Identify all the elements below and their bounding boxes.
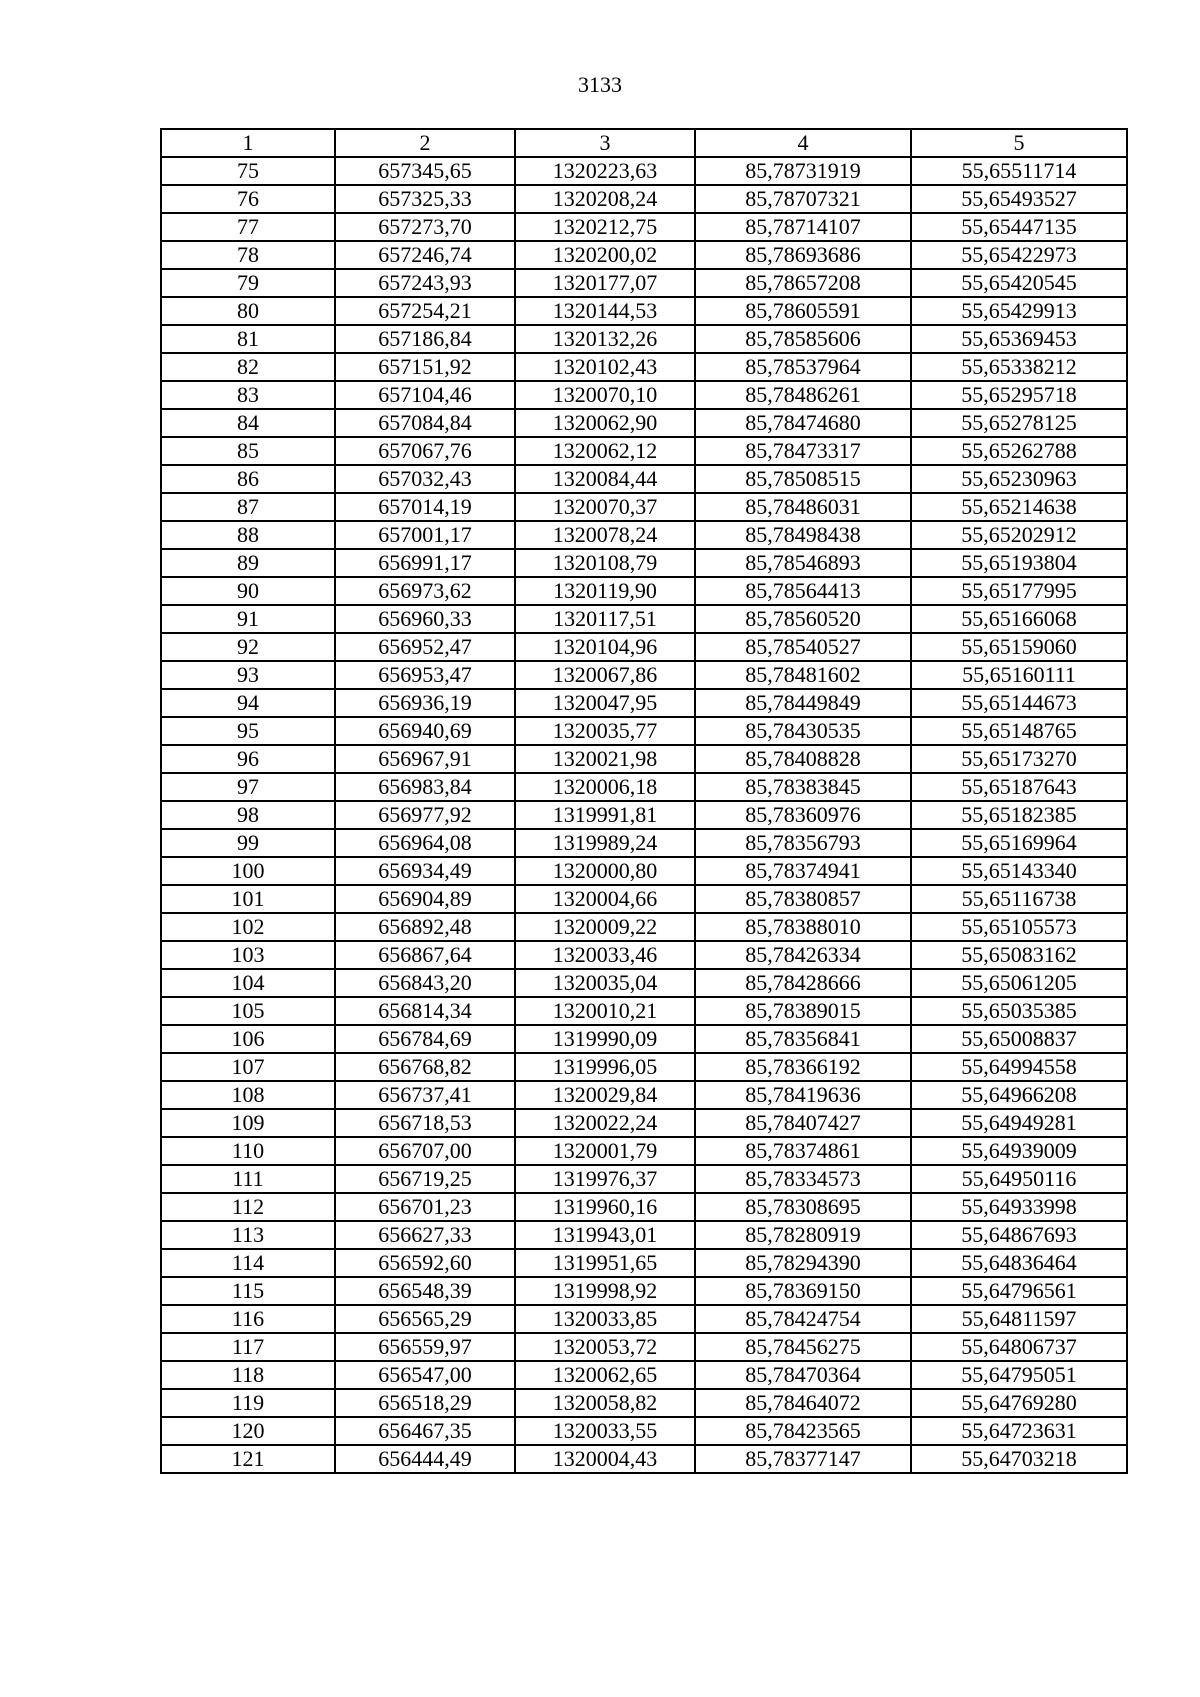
table-cell-col-3: 1320004,43 — [515, 1445, 695, 1473]
table-cell-col-5: 55,65278125 — [911, 409, 1127, 437]
table-cell-col-4: 85,78294390 — [695, 1249, 911, 1277]
table-cell-col-4: 85,78366192 — [695, 1053, 911, 1081]
table-row — [161, 1025, 1127, 1053]
table-row — [161, 157, 1127, 185]
table-row — [161, 605, 1127, 633]
table-cell-col-4: 85,78449849 — [695, 689, 911, 717]
table-cell-col-5: 55,65148765 — [911, 717, 1127, 745]
table-cell-col-4: 85,78693686 — [695, 241, 911, 269]
table-cell-col-2: 656444,49 — [335, 1445, 515, 1473]
table-cell-col-4: 85,78407427 — [695, 1109, 911, 1137]
table-row — [161, 1361, 1127, 1389]
table-cell-col-4: 85,78408828 — [695, 745, 911, 773]
table-row — [161, 1109, 1127, 1137]
table-row — [161, 997, 1127, 1025]
table-cell-col-1: 113 — [161, 1221, 335, 1249]
table-cell-col-4: 85,78474680 — [695, 409, 911, 437]
table-cell-col-3: 1319996,05 — [515, 1053, 695, 1081]
table-header — [161, 129, 1127, 157]
table-row — [161, 549, 1127, 577]
table-cell-col-4: 85,78537964 — [695, 353, 911, 381]
table-cell-col-5: 55,65061205 — [911, 969, 1127, 997]
table-row — [161, 325, 1127, 353]
table-cell-col-5: 55,64723631 — [911, 1417, 1127, 1445]
table-cell-col-4: 85,78388010 — [695, 913, 911, 941]
table-cell-col-5: 55,65143340 — [911, 857, 1127, 885]
table-cell-col-1: 90 — [161, 577, 335, 605]
table-cell-col-1: 115 — [161, 1277, 335, 1305]
table-cell-col-5: 55,65008837 — [911, 1025, 1127, 1053]
table-cell-col-1: 75 — [161, 157, 335, 185]
table-cell-col-5: 55,64966208 — [911, 1081, 1127, 1109]
table-cell-col-5: 55,64949281 — [911, 1109, 1127, 1137]
table-cell-col-4: 85,78470364 — [695, 1361, 911, 1389]
table-cell-col-2: 656991,17 — [335, 549, 515, 577]
table-cell-col-2: 656707,00 — [335, 1137, 515, 1165]
table-cell-col-3: 1320035,77 — [515, 717, 695, 745]
table-cell-col-2: 656960,33 — [335, 605, 515, 633]
table-cell-col-3: 1320062,12 — [515, 437, 695, 465]
table-cell-col-3: 1320117,51 — [515, 605, 695, 633]
table-cell-col-5: 55,65182385 — [911, 801, 1127, 829]
table-cell-col-1: 121 — [161, 1445, 335, 1473]
table-cell-col-1: 112 — [161, 1193, 335, 1221]
table-row — [161, 829, 1127, 857]
table-cell-col-2: 656843,20 — [335, 969, 515, 997]
column-header-1: 1 — [161, 129, 335, 157]
table-cell-col-5: 55,65202912 — [911, 521, 1127, 549]
table-row — [161, 689, 1127, 717]
table-cell-col-5: 55,65159060 — [911, 633, 1127, 661]
table-cell-col-3: 1320144,53 — [515, 297, 695, 325]
table-cell-col-2: 656983,84 — [335, 773, 515, 801]
table-cell-col-2: 657186,84 — [335, 325, 515, 353]
table-row — [161, 1081, 1127, 1109]
table-cell-col-3: 1320022,24 — [515, 1109, 695, 1137]
table-cell-col-2: 657243,93 — [335, 269, 515, 297]
table-cell-col-1: 120 — [161, 1417, 335, 1445]
table-cell-col-1: 107 — [161, 1053, 335, 1081]
table-cell-col-5: 55,65144673 — [911, 689, 1127, 717]
table-cell-col-2: 656719,25 — [335, 1165, 515, 1193]
table-cell-col-1: 100 — [161, 857, 335, 885]
table-cell-col-4: 85,78383845 — [695, 773, 911, 801]
column-header-4: 4 — [695, 129, 911, 157]
table-cell-col-5: 55,64795051 — [911, 1361, 1127, 1389]
table-row — [161, 773, 1127, 801]
table-row — [161, 409, 1127, 437]
table-cell-col-4: 85,78546893 — [695, 549, 911, 577]
table-cell-col-4: 85,78389015 — [695, 997, 911, 1025]
table-cell-col-1: 106 — [161, 1025, 335, 1053]
table-cell-col-1: 83 — [161, 381, 335, 409]
table-row — [161, 913, 1127, 941]
table-cell-col-5: 55,64811597 — [911, 1305, 1127, 1333]
table-cell-col-4: 85,78473317 — [695, 437, 911, 465]
table-cell-col-1: 118 — [161, 1361, 335, 1389]
table-row — [161, 941, 1127, 969]
table-cell-col-5: 55,64950116 — [911, 1165, 1127, 1193]
table-cell-col-3: 1320033,46 — [515, 941, 695, 969]
table-cell-col-4: 85,78540527 — [695, 633, 911, 661]
table-cell-col-1: 79 — [161, 269, 335, 297]
table-cell-col-3: 1320062,65 — [515, 1361, 695, 1389]
table-cell-col-2: 656565,29 — [335, 1305, 515, 1333]
table-cell-col-5: 55,64836464 — [911, 1249, 1127, 1277]
table-cell-col-4: 85,78560520 — [695, 605, 911, 633]
column-header-5: 5 — [911, 129, 1127, 157]
column-header-2: 2 — [335, 129, 515, 157]
table-cell-col-1: 98 — [161, 801, 335, 829]
table-cell-col-3: 1320010,21 — [515, 997, 695, 1025]
table-cell-col-2: 657104,46 — [335, 381, 515, 409]
table-cell-col-4: 85,78380857 — [695, 885, 911, 913]
table-cell-col-1: 94 — [161, 689, 335, 717]
table-row — [161, 1417, 1127, 1445]
table-cell-col-5: 55,65230963 — [911, 465, 1127, 493]
table-cell-col-4: 85,78481602 — [695, 661, 911, 689]
table-cell-col-1: 109 — [161, 1109, 335, 1137]
table-cell-col-1: 101 — [161, 885, 335, 913]
table-cell-col-2: 657032,43 — [335, 465, 515, 493]
table-cell-col-3: 1320004,66 — [515, 885, 695, 913]
page-number: 3133 — [578, 72, 622, 97]
table-cell-col-1: 104 — [161, 969, 335, 997]
header-row — [161, 129, 1127, 157]
table-cell-col-2: 657067,76 — [335, 437, 515, 465]
table-cell-col-3: 1320067,86 — [515, 661, 695, 689]
table-cell-col-2: 657246,74 — [335, 241, 515, 269]
table-cell-col-2: 656768,82 — [335, 1053, 515, 1081]
coordinates-table — [160, 128, 1128, 1474]
table-cell-col-5: 55,65105573 — [911, 913, 1127, 941]
table-cell-col-3: 1319943,01 — [515, 1221, 695, 1249]
table-cell-col-4: 85,78464072 — [695, 1389, 911, 1417]
table-cell-col-5: 55,65083162 — [911, 941, 1127, 969]
table-cell-col-3: 1319991,81 — [515, 801, 695, 829]
table-cell-col-1: 84 — [161, 409, 335, 437]
table-cell-col-3: 1320047,95 — [515, 689, 695, 717]
table-row — [161, 801, 1127, 829]
table-row — [161, 185, 1127, 213]
table-cell-col-2: 656548,39 — [335, 1277, 515, 1305]
table-cell-col-5: 55,65447135 — [911, 213, 1127, 241]
table-cell-col-1: 81 — [161, 325, 335, 353]
table-cell-col-3: 1320062,90 — [515, 409, 695, 437]
table-row — [161, 1221, 1127, 1249]
table-row — [161, 885, 1127, 913]
table-cell-col-4: 85,78374941 — [695, 857, 911, 885]
table-cell-col-3: 1320078,24 — [515, 521, 695, 549]
table-cell-col-1: 114 — [161, 1249, 335, 1277]
table-cell-col-5: 55,65035385 — [911, 997, 1127, 1025]
table-cell-col-3: 1320029,84 — [515, 1081, 695, 1109]
table-cell-col-2: 656973,62 — [335, 577, 515, 605]
table-cell-col-4: 85,78486031 — [695, 493, 911, 521]
table-row — [161, 969, 1127, 997]
table-cell-col-1: 108 — [161, 1081, 335, 1109]
table-row — [161, 1053, 1127, 1081]
table-row — [161, 1137, 1127, 1165]
table-cell-col-5: 55,65511714 — [911, 157, 1127, 185]
table-cell-col-3: 1319951,65 — [515, 1249, 695, 1277]
table-cell-col-2: 656952,47 — [335, 633, 515, 661]
table-cell-col-4: 85,78280919 — [695, 1221, 911, 1249]
table-cell-col-4: 85,78356841 — [695, 1025, 911, 1053]
table-row — [161, 269, 1127, 297]
table-cell-col-3: 1319976,37 — [515, 1165, 695, 1193]
table-cell-col-5: 55,65429913 — [911, 297, 1127, 325]
table-cell-col-4: 85,78308695 — [695, 1193, 911, 1221]
table-cell-col-4: 85,78374861 — [695, 1137, 911, 1165]
table-cell-col-1: 89 — [161, 549, 335, 577]
table-cell-col-2: 656892,48 — [335, 913, 515, 941]
table-cell-col-4: 85,78428666 — [695, 969, 911, 997]
table-cell-col-2: 656964,08 — [335, 829, 515, 857]
table-cell-col-5: 55,65493527 — [911, 185, 1127, 213]
table-cell-col-2: 657001,17 — [335, 521, 515, 549]
table-cell-col-2: 656814,34 — [335, 997, 515, 1025]
table-cell-col-3: 1319990,09 — [515, 1025, 695, 1053]
table-cell-col-5: 55,65369453 — [911, 325, 1127, 353]
table-cell-col-4: 85,78564413 — [695, 577, 911, 605]
table-cell-col-2: 656953,47 — [335, 661, 515, 689]
table-cell-col-1: 119 — [161, 1389, 335, 1417]
table-cell-col-1: 86 — [161, 465, 335, 493]
table-cell-col-4: 85,78508515 — [695, 465, 911, 493]
table-cell-col-5: 55,65173270 — [911, 745, 1127, 773]
table-cell-col-2: 656867,64 — [335, 941, 515, 969]
table-cell-col-1: 77 — [161, 213, 335, 241]
table-cell-col-1: 88 — [161, 521, 335, 549]
table-row — [161, 717, 1127, 745]
table-cell-col-5: 55,65187643 — [911, 773, 1127, 801]
table-cell-col-5: 55,65166068 — [911, 605, 1127, 633]
table-row — [161, 241, 1127, 269]
table-cell-col-4: 85,78498438 — [695, 521, 911, 549]
table-row — [161, 437, 1127, 465]
table-cell-col-1: 80 — [161, 297, 335, 325]
table-row — [161, 633, 1127, 661]
table-cell-col-3: 1320006,18 — [515, 773, 695, 801]
table-cell-col-3: 1319998,92 — [515, 1277, 695, 1305]
table-cell-col-1: 85 — [161, 437, 335, 465]
table-cell-col-3: 1320108,79 — [515, 549, 695, 577]
table-cell-col-3: 1320119,90 — [515, 577, 695, 605]
table-cell-col-1: 93 — [161, 661, 335, 689]
table-row — [161, 521, 1127, 549]
table-cell-col-5: 55,65214638 — [911, 493, 1127, 521]
table-row — [161, 661, 1127, 689]
table-cell-col-2: 656467,35 — [335, 1417, 515, 1445]
table-cell-col-5: 55,64867693 — [911, 1221, 1127, 1249]
table-cell-col-3: 1320223,63 — [515, 157, 695, 185]
table-cell-col-4: 85,78456275 — [695, 1333, 911, 1361]
table-cell-col-4: 85,78424754 — [695, 1305, 911, 1333]
table-cell-col-2: 656547,00 — [335, 1361, 515, 1389]
table-body — [161, 157, 1127, 1473]
table-cell-col-1: 110 — [161, 1137, 335, 1165]
table-cell-col-4: 85,78356793 — [695, 829, 911, 857]
table-cell-col-2: 657151,92 — [335, 353, 515, 381]
table-cell-col-4: 85,78585606 — [695, 325, 911, 353]
table-cell-col-5: 55,64939009 — [911, 1137, 1127, 1165]
table-cell-col-1: 97 — [161, 773, 335, 801]
table-cell-col-5: 55,65169964 — [911, 829, 1127, 857]
table-cell-col-2: 656737,41 — [335, 1081, 515, 1109]
table-cell-col-5: 55,65420545 — [911, 269, 1127, 297]
table-cell-col-2: 657014,19 — [335, 493, 515, 521]
table-cell-col-2: 656718,53 — [335, 1109, 515, 1137]
table-cell-col-2: 656904,89 — [335, 885, 515, 913]
table-cell-col-4: 85,78419636 — [695, 1081, 911, 1109]
table-cell-col-3: 1320177,07 — [515, 269, 695, 297]
table-cell-col-3: 1320084,44 — [515, 465, 695, 493]
table-cell-col-2: 656518,29 — [335, 1389, 515, 1417]
column-header-3: 3 — [515, 129, 695, 157]
table-cell-col-5: 55,65193804 — [911, 549, 1127, 577]
table-cell-col-3: 1320053,72 — [515, 1333, 695, 1361]
table-cell-col-1: 116 — [161, 1305, 335, 1333]
table-cell-col-2: 657345,65 — [335, 157, 515, 185]
table-cell-col-5: 55,65177995 — [911, 577, 1127, 605]
table-cell-col-4: 85,78707321 — [695, 185, 911, 213]
table-cell-col-3: 1320001,79 — [515, 1137, 695, 1165]
table-cell-col-3: 1320200,02 — [515, 241, 695, 269]
table-row — [161, 1333, 1127, 1361]
table-cell-col-1: 87 — [161, 493, 335, 521]
table-cell-col-2: 656977,92 — [335, 801, 515, 829]
table-cell-col-3: 1320009,22 — [515, 913, 695, 941]
table-row — [161, 1249, 1127, 1277]
table-cell-col-2: 656967,91 — [335, 745, 515, 773]
table-cell-col-2: 656592,60 — [335, 1249, 515, 1277]
table-cell-col-5: 55,65262788 — [911, 437, 1127, 465]
table-row — [161, 1193, 1127, 1221]
table-cell-col-2: 656936,19 — [335, 689, 515, 717]
table-cell-col-3: 1320212,75 — [515, 213, 695, 241]
table-cell-col-3: 1320033,85 — [515, 1305, 695, 1333]
table-row — [161, 465, 1127, 493]
table-cell-col-3: 1320070,10 — [515, 381, 695, 409]
table-cell-col-2: 656784,69 — [335, 1025, 515, 1053]
table-row — [161, 213, 1127, 241]
table-cell-col-5: 55,65338212 — [911, 353, 1127, 381]
table-cell-col-4: 85,78731919 — [695, 157, 911, 185]
table-cell-col-4: 85,78657208 — [695, 269, 911, 297]
table-cell-col-4: 85,78426334 — [695, 941, 911, 969]
table-cell-col-1: 117 — [161, 1333, 335, 1361]
table-row — [161, 1165, 1127, 1193]
table-cell-col-3: 1320021,98 — [515, 745, 695, 773]
table-cell-col-1: 102 — [161, 913, 335, 941]
table-cell-col-2: 656627,33 — [335, 1221, 515, 1249]
table-row — [161, 745, 1127, 773]
table-cell-col-4: 85,78605591 — [695, 297, 911, 325]
table-cell-col-1: 78 — [161, 241, 335, 269]
table-cell-col-5: 55,65295718 — [911, 381, 1127, 409]
table-cell-col-4: 85,78430535 — [695, 717, 911, 745]
table-cell-col-5: 55,65116738 — [911, 885, 1127, 913]
table-cell-col-5: 55,65422973 — [911, 241, 1127, 269]
table-cell-col-1: 82 — [161, 353, 335, 381]
table-cell-col-3: 1320000,80 — [515, 857, 695, 885]
table-cell-col-4: 85,78334573 — [695, 1165, 911, 1193]
table-row — [161, 353, 1127, 381]
table-cell-col-1: 103 — [161, 941, 335, 969]
table-cell-col-5: 55,64994558 — [911, 1053, 1127, 1081]
table-cell-col-3: 1320104,96 — [515, 633, 695, 661]
table-cell-col-1: 105 — [161, 997, 335, 1025]
table-cell-col-5: 55,64933998 — [911, 1193, 1127, 1221]
table-row — [161, 381, 1127, 409]
table-cell-col-2: 656559,97 — [335, 1333, 515, 1361]
table-cell-col-5: 55,64703218 — [911, 1445, 1127, 1473]
table-cell-col-1: 76 — [161, 185, 335, 213]
table-cell-col-4: 85,78423565 — [695, 1417, 911, 1445]
table-cell-col-2: 656701,23 — [335, 1193, 515, 1221]
table-cell-col-1: 111 — [161, 1165, 335, 1193]
table-cell-col-3: 1320102,43 — [515, 353, 695, 381]
table-cell-col-4: 85,78714107 — [695, 213, 911, 241]
table-row — [161, 1445, 1127, 1473]
table-cell-col-5: 55,64806737 — [911, 1333, 1127, 1361]
table-cell-col-5: 55,65160111 — [911, 661, 1127, 689]
table-row — [161, 577, 1127, 605]
table-cell-col-3: 1319960,16 — [515, 1193, 695, 1221]
table-row — [161, 297, 1127, 325]
table-cell-col-2: 657254,21 — [335, 297, 515, 325]
table-row — [161, 857, 1127, 885]
table-row — [161, 1305, 1127, 1333]
table-cell-col-4: 85,78377147 — [695, 1445, 911, 1473]
table-cell-col-4: 85,78486261 — [695, 381, 911, 409]
table-cell-col-4: 85,78360976 — [695, 801, 911, 829]
table-cell-col-2: 657325,33 — [335, 185, 515, 213]
table-row — [161, 1277, 1127, 1305]
table-cell-col-3: 1319989,24 — [515, 829, 695, 857]
table-cell-col-3: 1320132,26 — [515, 325, 695, 353]
table-cell-col-5: 55,64796561 — [911, 1277, 1127, 1305]
table-row — [161, 1389, 1127, 1417]
table-cell-col-3: 1320035,04 — [515, 969, 695, 997]
table-cell-col-2: 656940,69 — [335, 717, 515, 745]
table-cell-col-4: 85,78369150 — [695, 1277, 911, 1305]
table-row — [161, 493, 1127, 521]
table-cell-col-3: 1320058,82 — [515, 1389, 695, 1417]
table-cell-col-1: 91 — [161, 605, 335, 633]
table-cell-col-3: 1320208,24 — [515, 185, 695, 213]
table-cell-col-1: 95 — [161, 717, 335, 745]
table-cell-col-1: 99 — [161, 829, 335, 857]
table-cell-col-3: 1320033,55 — [515, 1417, 695, 1445]
table-cell-col-5: 55,64769280 — [911, 1389, 1127, 1417]
table-cell-col-2: 657084,84 — [335, 409, 515, 437]
table-cell-col-2: 657273,70 — [335, 213, 515, 241]
table-cell-col-3: 1320070,37 — [515, 493, 695, 521]
table-cell-col-2: 656934,49 — [335, 857, 515, 885]
table-cell-col-1: 92 — [161, 633, 335, 661]
table-cell-col-1: 96 — [161, 745, 335, 773]
